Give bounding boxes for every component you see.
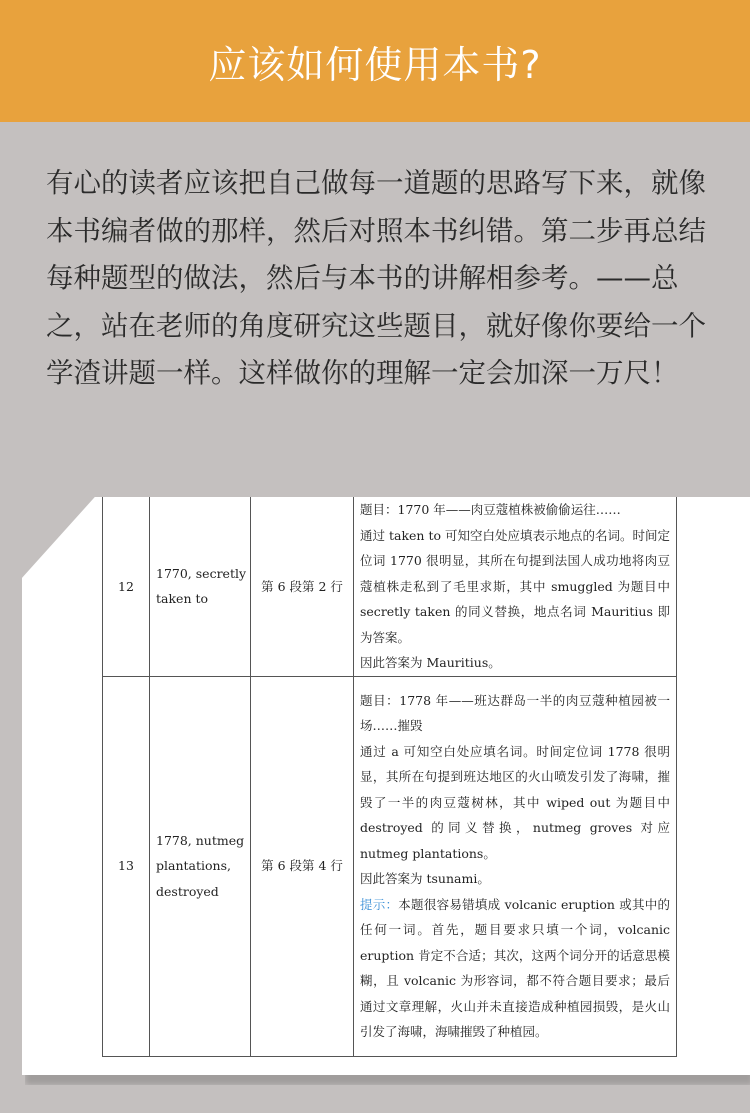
explanation-cell: [354, 497, 677, 676]
keyword-line: destroyed: [156, 883, 219, 899]
keyword-line: 1770, secretly: [156, 565, 247, 581]
keyword-line: 1778, nutmeg: [156, 832, 245, 848]
keywords-cell: [150, 676, 251, 1056]
intro-paragraph: 有心的读者应该把自己做每一道题的思路写下来，就像本书编者做的那样，然后对照本书纠错。第二步再总结每种题型的做法，然后与本书的讲解相参考。——总之，站在老师的角度研究这些题目，就好像你要给一个学渣讲题一样。这样做你的理解一定会加深一万尺！: [46, 167, 706, 389]
question-number: 12: [103, 497, 150, 676]
explanation-line: 通过 a 可知空白处应填名词。时间定位词 1778 很明显，其所在句提到班达地区的火山喷发引发了海啸，摧毁了一半的肉豆蔻树林，其中 wiped out 为题目中 destroyed 的同义替换，nutmeg groves 对应 nutmeg plantations。: [360, 743, 670, 861]
explanation-line: 通过 taken to 可知空白处应填表示地点的名词。时间定位词 1770 很明显，其所在句提到法国人成功地将肉豆蔻植株走私到了毛里求斯，其中 smuggled 为题目中 secretly taken 的同义替换，地点名词 Mauritius 即为答案。: [360, 527, 670, 645]
hint-text: 本题很容易错填成 volcanic eruption 或其中的任何一词。首先，题目要求只填一个词，volcanic eruption 肯定不合适；其次，这两个词分开的话意思模糊，且 volcanic 为形容词，都不符合题目要求；最后通过文章理解，火山并未直接造成种植园损毁，是火山引发了海啸，海啸摧毁了种植园。: [360, 896, 670, 1039]
keywords-cell: [150, 497, 251, 676]
header-banner: [0, 0, 750, 122]
hint-paragraph: [360, 892, 670, 1045]
keyword-line: taken to: [156, 591, 209, 607]
keyword-line: plantations,: [156, 858, 231, 874]
table-row: [103, 497, 677, 676]
location-cell: 第 6 段第 2 行: [251, 497, 354, 676]
page-title: 应该如何使用本书?: [208, 42, 542, 87]
explanation-line: 因此答案为 tsunami。: [360, 871, 490, 886]
question-number: 13: [103, 676, 150, 1056]
explanation-cell: [354, 676, 677, 1056]
table-row: [103, 676, 677, 1056]
answer-table: [102, 497, 677, 1057]
explanation-line: 因此答案为 Mauritius。: [360, 655, 501, 670]
explanation-line: 题目：1770 年——肉豆蔻植株被偷偷运往……: [360, 502, 621, 517]
hint-label: 提示：: [360, 896, 399, 912]
location-cell: 第 6 段第 4 行: [251, 676, 354, 1056]
explanation-line: 题目：1778 年——班达群岛一半的肉豆蔻种植园被一场……摧毁: [360, 692, 670, 733]
